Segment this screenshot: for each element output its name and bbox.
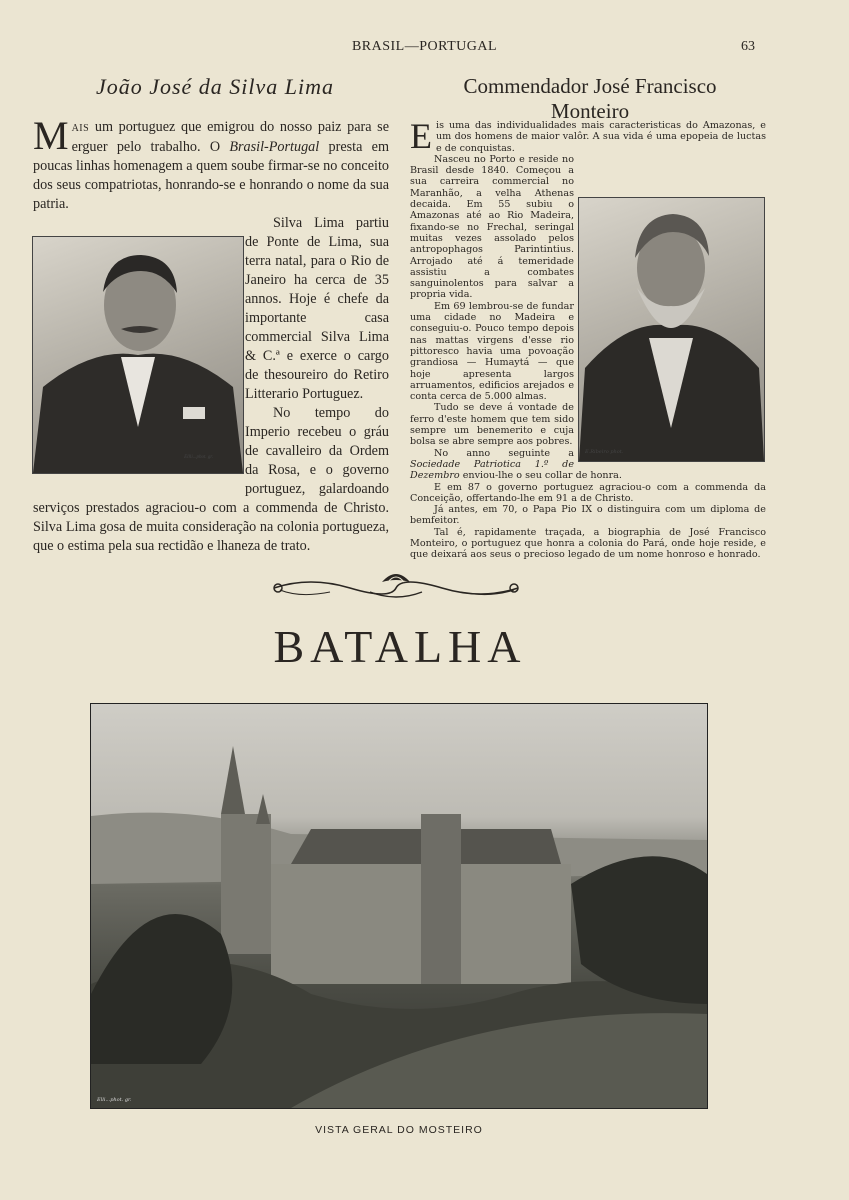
running-title: BRASIL—PORTUGAL: [351, 39, 498, 54]
paragraph: Já antes, em 70, o Papa Pio IX o distinguira com um diploma de bemfeitor.: [410, 504, 766, 527]
photo-credit: Ellli...phot. gr.: [184, 455, 213, 460]
paragraph: Tal é, rapidamente traçada, a biographia de José Francisco Monteiro, o portuguez que honra a colonia do Pará, onde hoje reside, e que deixará aos seus o precioso legado de um nome honroso e honrado.: [410, 526, 766, 561]
paragraph: Tudo se deve á vontade de ferro d'este homem que tem sido sempre um benemerito e cuja bolsa se abre sempre aos pobres.: [410, 402, 574, 448]
paragraph: Em 69 lembrou-se de fundar uma cidade no Madeira e conseguiu-o. Pouco tempo depois nas mattas virgens d'esse rio pittoresco havia uma povoação grandiosa — Humaytá — que hoje apresenta largos arruamentos, edificios arejados e conta cerca de 5.000 almas.: [410, 300, 574, 403]
paragraph: No anno seguinte a Sociedade Patriotica 1.º de Dezembro enviou-lhe o seu collar de honra.: [410, 447, 622, 482]
photo-caption: VISTA GERAL DO MOSTEIRO: [315, 1124, 483, 1136]
portrait-photo-silva-lima: [32, 236, 244, 474]
drop-cap: M: [33, 113, 69, 158]
monastery-illustration: [91, 704, 707, 1108]
section-heading: BATALHA: [273, 621, 527, 672]
portrait-illustration: [579, 198, 764, 461]
monastery-photo: [90, 703, 708, 1109]
page-number: 63: [741, 39, 755, 54]
paragraph: Nasceu no Porto e reside no Brasil desde 1840. Começou a sua carreira commercial no Maranhão, a velha Athenas decaida. Em 55 subiu o Amazonas até ao Rio Madeira, fixando-se no Frechal, seringal muitas vezes assolado pelos antropophagos Parintintius. Arrojado até á temeridade assistiu a combates sanguinolentos para salvar a propria vida.: [410, 153, 574, 301]
left-article-title: João José da Silva Lima: [95, 74, 335, 99]
photo-credit: Elli...phot. gr.: [97, 1097, 132, 1103]
floral-ornament-icon: [270, 568, 522, 604]
paragraph: No tempo do Imperio recebeu o gráu de cavalleiro da Ordem da Rosa, e o governo portuguez, galardoando serviços prestados agraciou-o com a commenda de Christo. Silva Lima gosa de muita consideração na colonia portugueza, que o estima pela sua rectidão e lhaneza de trato.: [33, 405, 389, 554]
drop-cap: E: [410, 116, 432, 156]
paragraph: Silva Lima partiu de Ponte de Lima, sua terra natal, para o Rio de Janeiro ha cerca de 35 annos. Hoje é chefe da importante casa commercial Silva Lima & C.ª e exerce o cargo de thesoureiro do Retiro Litterario Portuguez.: [245, 215, 389, 402]
portrait-illustration: [33, 237, 243, 473]
portrait-photo-monteiro: [578, 197, 765, 462]
photo-credit: E.Ribeiro phot.: [585, 449, 624, 455]
paragraph: E em 87 o governo portuguez agraciou-o com a commenda da Conceição, offertando-lhe em 91 a de Christo.: [410, 481, 766, 504]
portrait-figure-left: [32, 214, 245, 494]
left-article-body: [33, 113, 389, 556]
paragraph: Eis uma das individualidades mais caracteristicas do Amazonas, e um dos homens de maior valôr. A sua vida é uma epopeia de luctas e de conquistas.: [410, 116, 766, 156]
paragraph: MAIS um portuguez que emigrou do nosso paiz para se erguer pelo trabalho. O Brasil-Portugal presta em poucas linhas homenagem a quem soube firmar-se no conceito dos seus compatriotas, honrando-se e honrando o nome da sua patria.: [33, 113, 389, 212]
right-article-title: Commendador José Francisco Monteiro: [463, 74, 717, 123]
